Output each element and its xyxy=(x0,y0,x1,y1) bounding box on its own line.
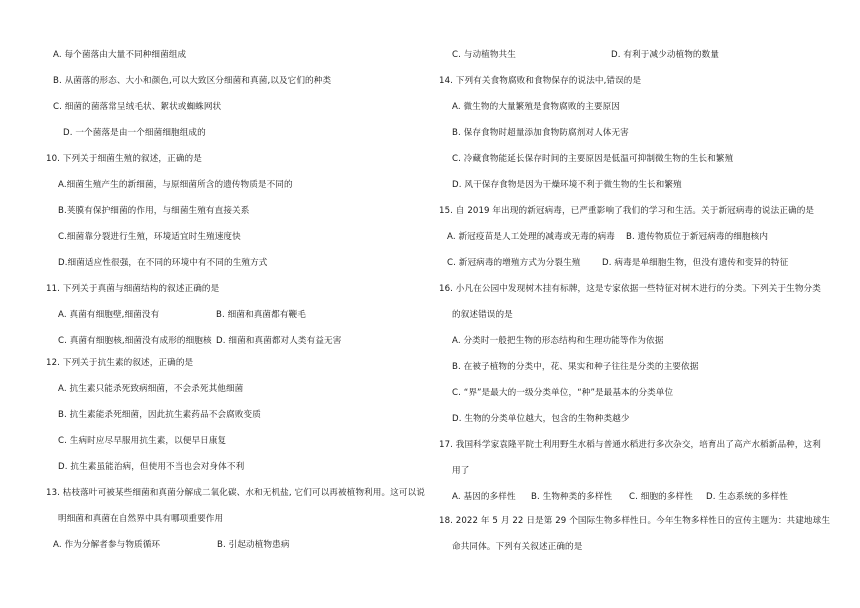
q17-option-b: B. 生物种类的多样性 xyxy=(531,492,613,502)
q13-stem-line2: 明细菌和真菌在自然界中具有哪项重要作用 xyxy=(58,514,224,524)
q9-option-d: D. 一个菌落是由一个细菌细胞组成的 xyxy=(63,128,206,138)
q11-option-a: A. 真菌有细胞壁,细菌没有 xyxy=(58,310,160,320)
q16-option-d: D. 生物的分类单位越大，包含的生物种类越少 xyxy=(452,414,630,424)
q10-stem: 10. 下列关于细菌生殖的叙述，正确的是 xyxy=(46,154,202,164)
q13-option-d: D. 有利于减少动植物的数量 xyxy=(611,50,720,60)
q15-option-d: D. 病毒是单细胞生物，但没有遗传和变异的特征 xyxy=(602,258,789,268)
q17-stem-line1: 17. 我国科学家袁隆平院士利用野生水稻与普通水稻进行多次杂交，培育出了高产水稻新品种，这利 xyxy=(439,440,821,450)
q10-option-d: D.细菌适应性很强，在不同的环境中有不同的生殖方式 xyxy=(58,258,268,268)
q13-option-c: C. 与动植物共生 xyxy=(452,50,516,60)
q14-option-c: C. 冷藏食物能延长保存时间的主要原因是低温可抑制微生物的生长和繁殖 xyxy=(452,154,734,164)
q17-stem-line2: 用了 xyxy=(452,466,470,476)
q11-stem: 11. 下列关于真菌与细菌结构的叙述正确的是 xyxy=(46,284,220,294)
q16-stem-line2: 的叙述错误的是 xyxy=(452,310,513,320)
q13-option-a: A. 作为分解者参与物质循环 xyxy=(53,540,161,550)
q14-option-b: B. 保存食物时超量添加食物防腐剂对人体无害 xyxy=(452,128,629,138)
q16-option-c: C. “界”是最大的一级分类单位，“种”是最基本的分类单位 xyxy=(452,388,674,398)
q9-option-b: B. 从菌落的形态、大小和颜色,可以大致区分细菌和真菌,以及它们的种类 xyxy=(53,76,332,86)
q11-option-d: D. 细菌和真菌都对人类有益无害 xyxy=(216,336,342,346)
q12-option-c: C. 生病时应尽早服用抗生素，以便早日康复 xyxy=(58,436,227,446)
q16-option-b: B. 在被子植物的分类中，花、果实和种子往往是分类的主要依据 xyxy=(452,362,699,372)
q10-option-c: C.细菌靠分裂进行生殖，环境适宜时生殖速度快 xyxy=(58,232,241,242)
q14-option-d: D. 风干保存食物是因为干燥环境不利于微生物的生长和繁殖 xyxy=(452,180,682,190)
q12-option-b: B. 抗生素能杀死细菌，因此抗生素药品不会腐败变质 xyxy=(58,410,261,420)
q11-option-c: C. 真菌有细胞核,细菌没有成形的细胞核 xyxy=(58,336,212,346)
q17-option-c: C. 细胞的多样性 xyxy=(629,492,693,502)
q12-option-d: D. 抗生素虽能治病，但使用不当也会对身体不利 xyxy=(58,462,245,472)
q9-option-c: C. 细菌的菌落常呈绒毛状、絮状或蜘蛛网状 xyxy=(53,102,222,112)
q16-option-a: A. 分类时一般把生物的形态结构和生理功能等作为依据 xyxy=(452,336,664,346)
q9-option-a: A. 每个菌落由大量不同种细菌组成 xyxy=(53,50,187,60)
q18-stem-line1: 18. 2022 年 5 月 22 日是第 29 个国际生物多样性日。今年生物多样性日的宣传主题为：共建地球生 xyxy=(439,516,831,526)
q17-option-d: D. 生态系统的多样性 xyxy=(706,492,788,502)
q17-option-a: A. 基因的多样性 xyxy=(452,492,516,502)
q15-option-b: B. 遗传物质位于新冠病毒的细胞核内 xyxy=(626,232,769,242)
q12-option-a: A. 抗生素只能杀死致病细菌，不会杀死其他细菌 xyxy=(58,384,244,394)
q13-option-b: B. 引起动植物患病 xyxy=(217,540,290,550)
q15-option-c: C. 新冠病毒的增殖方式为分裂生殖 xyxy=(447,258,581,268)
q13-stem-line1: 13. 枯枝落叶可被某些细菌和真菌分解成二氧化碳、水和无机盐, 它们可以再被植物利用。这可以说 xyxy=(46,488,425,498)
q10-option-b: B.荚膜有保护细菌的作用，与细菌生殖有直接关系 xyxy=(58,206,250,216)
q15-stem: 15. 自 2019 年出现的新冠病毒，已严重影响了我们的学习和生活。关于新冠病毒的说法正确的是 xyxy=(439,206,815,216)
q14-stem: 14. 下列有关食物腐败和食物保存的说法中,错误的是 xyxy=(439,76,642,86)
q14-option-a: A. 微生物的大量繁殖是食物腐败的主要原因 xyxy=(452,102,620,112)
q16-stem-line1: 16. 小凡在公园中发现树木挂有标牌，这是专家依据一些特征对树木进行的分类。下列关于生物分类 xyxy=(439,284,821,294)
q11-option-b: B. 细菌和真菌都有鞭毛 xyxy=(216,310,306,320)
q10-option-a: A.细菌生殖产生的新细菌，与原细菌所含的遗传物质是不同的 xyxy=(58,180,293,190)
q15-option-a: A. 新冠疫苗是人工处理的减毒或无毒的病毒 xyxy=(447,232,615,242)
q12-stem: 12. 下列关于抗生素的叙述，正确的是 xyxy=(46,358,194,368)
q18-stem-line2: 命共同体。下列有关叙述正确的是 xyxy=(452,542,583,552)
